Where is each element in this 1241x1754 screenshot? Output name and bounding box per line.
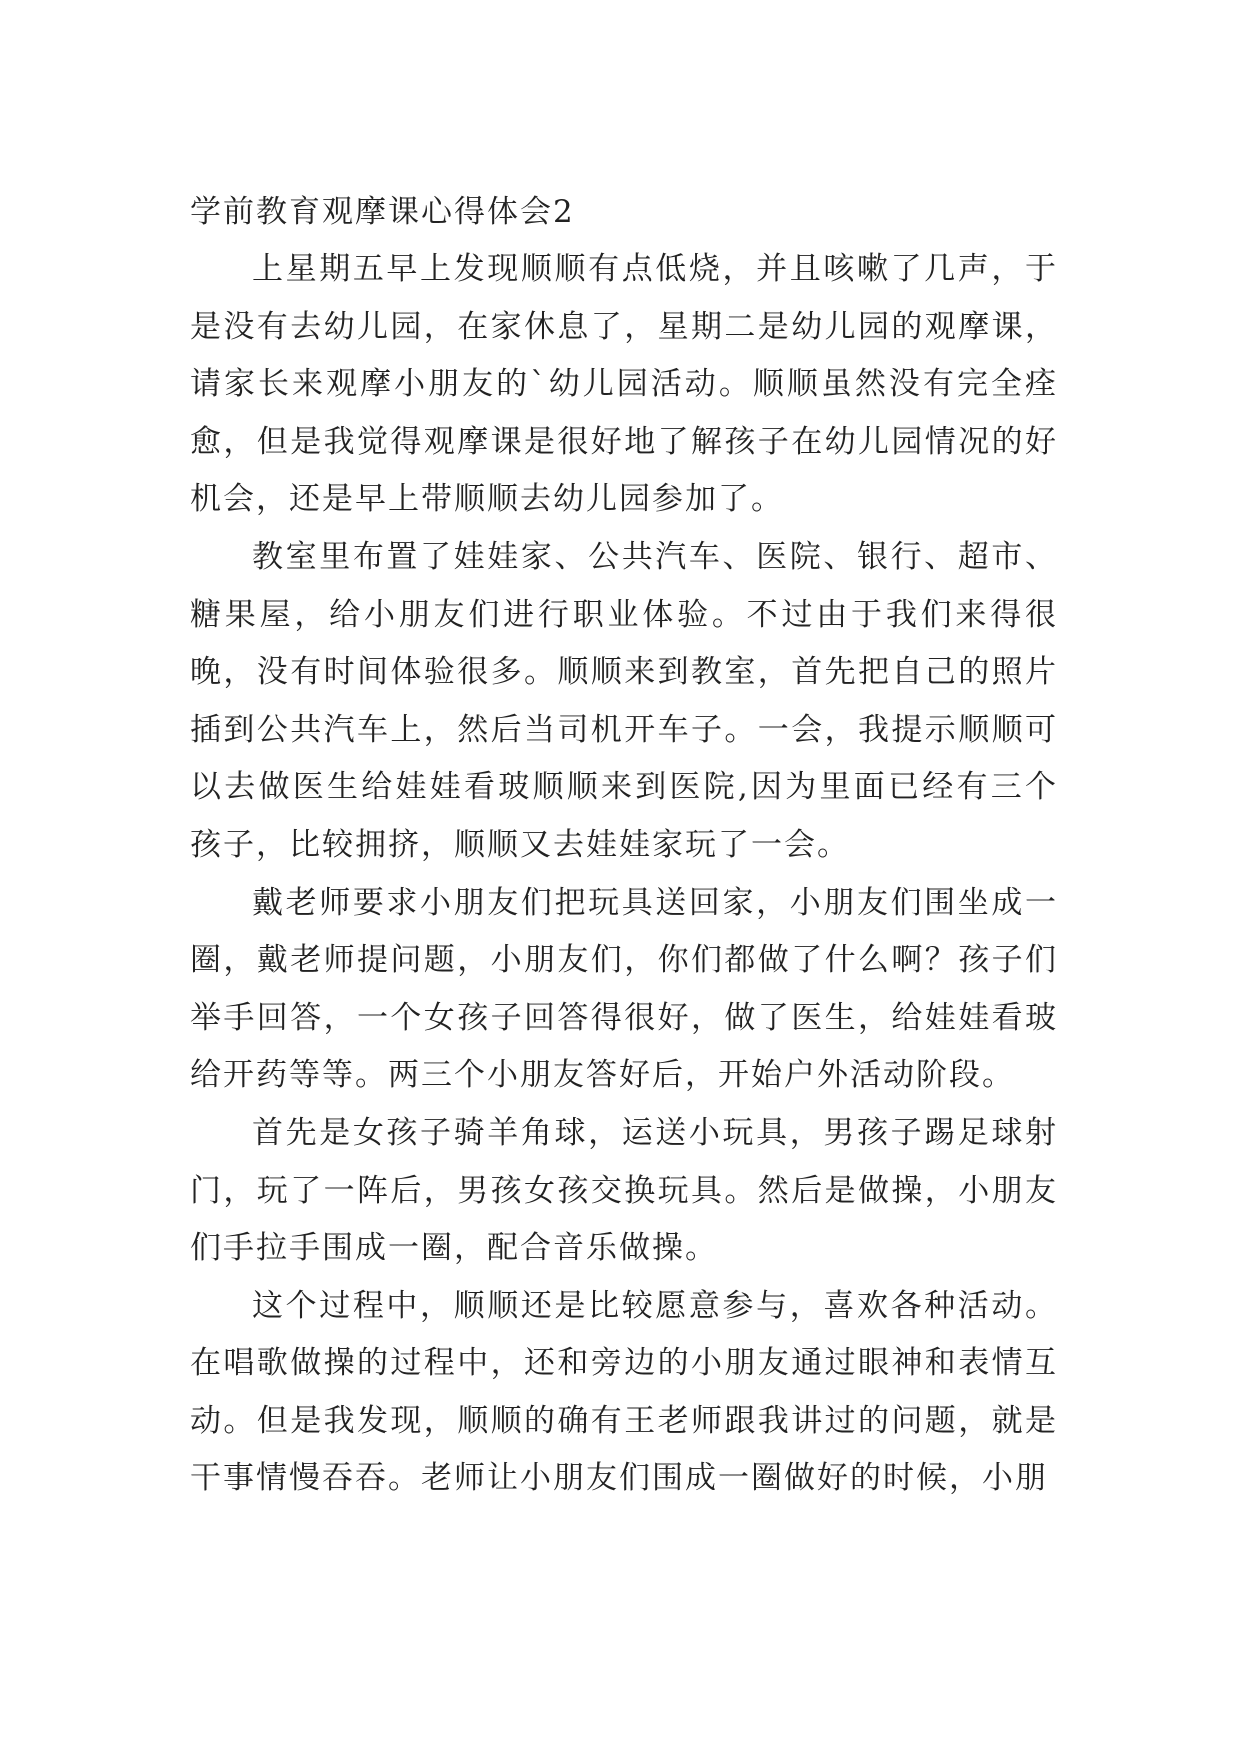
paragraph-5: 这个过程中，顺顺还是比较愿意参与，喜欢各种活动。在唱歌做操的过程中，还和旁边的小朋友通过眼神和表情互动。但是我发现，顺顺的确有王老师跟我讲过的问题，就是干事情慢吞吞。老师让小朋友们围成一圈做好的时候，小朋 bbox=[190, 1287, 1058, 1497]
paragraph-2: 教室里布置了娃娃家、公共汽车、医院、银行、超市、糖果屋，给小朋友们进行职业体验。不过由于我们来得很晚，没有时间体验很多。顺顺来到教室，首先把自己的照片插到公共汽车上，然后当司机开车子。一会，我提示顺顺可以去做医生给娃娃看玻顺顺来到医院,因为里面已经有三个孩子，比较拥挤，顺顺又去娃娃家玩了一会。 bbox=[190, 538, 1058, 863]
document-title: 学前教育观摩课心得体会2 bbox=[190, 194, 575, 230]
paragraph-4: 首先是女孩子骑羊角球，运送小玩具，男孩子踢足球射门，玩了一阵后，男孩女孩交换玩具。然后是做操，小朋友们手拉手围成一圈，配合音乐做操。 bbox=[190, 1114, 1058, 1267]
paragraph-1: 上星期五早上发现顺顺有点低烧，并且咳嗽了几声，于是没有去幼儿园，在家休息了，星期二是幼儿园的观摩课，请家长来观摩小朋友的`幼儿园活动。顺顺虽然没有完全痊愈，但是我觉得观摩课是很好地了解孩子在幼儿园情况的好机会，还是早上带顺顺去幼儿园参加了。 bbox=[190, 251, 1058, 518]
paragraph-3: 戴老师要求小朋友们把玩具送回家，小朋友们围坐成一圈，戴老师提问题，小朋友们，你们都做了什么啊？孩子们举手回答，一个女孩子回答得很好，做了医生，给娃娃看玻给开药等等。两三个小朋友答好后，开始户外活动阶段。 bbox=[190, 884, 1058, 1094]
document-body bbox=[190, 191, 1058, 1508]
